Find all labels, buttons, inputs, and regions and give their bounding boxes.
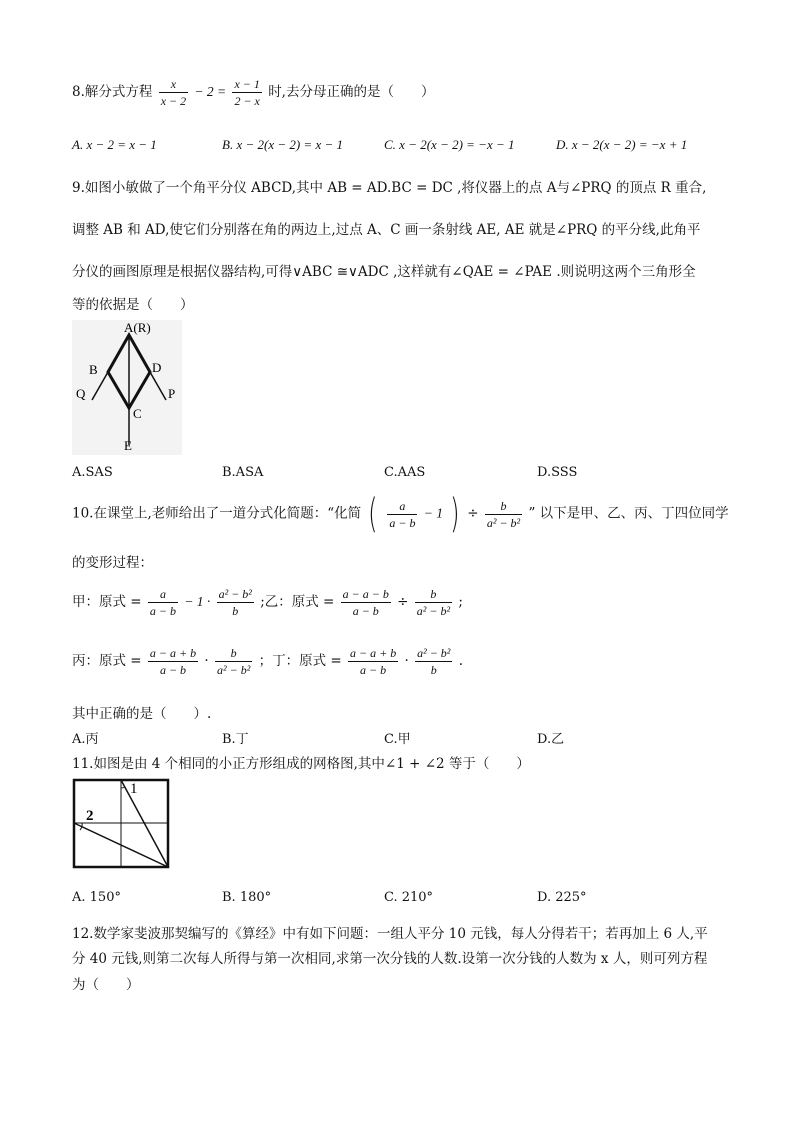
q10-bing-ding-line xyxy=(72,645,463,678)
q10-jia-fraction-2 xyxy=(217,586,254,619)
q10-jia-f1-den: a − b xyxy=(149,604,177,618)
q9-option-c[interactable]: C.AAS xyxy=(384,465,426,480)
q8-frac1-num: x xyxy=(159,76,188,93)
q10-option-a[interactable]: A.丙 xyxy=(72,732,99,747)
q10-sep-1: ;乙：原式 = xyxy=(260,594,335,610)
q10-fraction-1 xyxy=(387,498,417,531)
q11-stem: 11.如图是由 4 个相同的小正方形组成的网格图,其中∠1 + ∠2 等于（ ） xyxy=(72,756,530,772)
q10-left-paren: ( xyxy=(368,491,378,537)
q10-ding-fraction-1 xyxy=(348,645,398,678)
q8-fraction-2 xyxy=(232,76,261,109)
q9-line-2: 调整 AB 和 AD,使它们分别落在角的两边上,过点 A、C 画一条射线 AE, AE 就是∠PRQ 的平分线,此角平 xyxy=(72,222,701,238)
q10-line-2: 的变形过程： xyxy=(72,555,153,571)
q10-fraction-2 xyxy=(485,498,522,531)
q9-line-4: 等的依据是（ ） xyxy=(72,297,194,313)
q10-jia-f1-num: a xyxy=(148,586,178,603)
q10-yi-f2-den: a² − b² xyxy=(416,604,451,618)
q8-frac1-den: x − 2 xyxy=(160,94,187,108)
q8-stem xyxy=(72,76,434,109)
q10-ding-fraction-2 xyxy=(415,645,452,678)
q10-right-paren: ) xyxy=(450,491,460,537)
q10-minus-one: − 1 xyxy=(423,505,444,521)
q10-ding-f1-den: a − b xyxy=(360,663,387,677)
q8-stem-prefix: 8.解分式方程 xyxy=(72,84,153,100)
q10-jia-label: 甲：原式 = xyxy=(72,594,142,610)
q10-bing-fraction-1 xyxy=(148,645,198,678)
q10-f2-num: b xyxy=(485,498,522,515)
q9-option-a[interactable]: A.SAS xyxy=(72,465,113,480)
q10-sep-2: ；丁：原式 = xyxy=(258,653,342,669)
q10-jia-mid: − 1 · xyxy=(184,594,211,609)
q9-label-b: B xyxy=(89,362,98,377)
q10-yi-fraction-2 xyxy=(415,586,452,619)
q10-f1-num: a xyxy=(387,498,417,515)
q9-label-d: D xyxy=(152,360,162,375)
q9-line-1: 9.如图小敏做了一个角平分仪 ABCD,其中 AB = AD.BC = DC ,将仪器上的点 A与∠PRQ 的顶点 R 重合, xyxy=(72,180,707,196)
q10-f2-den: a² − b² xyxy=(486,515,521,530)
q8-frac2-den: 2 − x xyxy=(234,94,260,108)
q9-label-e: E xyxy=(124,438,132,453)
q10-div: ÷ xyxy=(467,505,479,522)
q10-option-d[interactable]: D.乙 xyxy=(537,732,565,747)
q9-option-d[interactable]: D.SSS xyxy=(537,465,578,480)
q8-option-d[interactable]: D. x − 2(x − 2) = −x + 1 xyxy=(556,137,688,152)
q9-line-3: 分仪的画图原理是根据仪器结构,可得∨ABC ≅∨ADC ,这样就有∠QAE = ∠PAE .则说明这两个三角形全 xyxy=(72,264,696,280)
q8-mid: − 2 = xyxy=(194,84,227,99)
q12-line-2: 分 40 元钱,则第二次每人所得与第一次相同,求第一次分钱的人数.设第一次分钱的人数为 x 人，则可列方程 xyxy=(72,951,708,967)
q10-f1-den: a − b xyxy=(389,515,416,530)
q10-bing-f1-num: a − a + b xyxy=(149,646,197,660)
q8-fraction-1 xyxy=(159,76,188,109)
q8-option-b[interactable]: B. x − 2(x − 2) = x − 1 xyxy=(222,137,343,152)
q11-label-1: 1 xyxy=(130,781,138,797)
q8-option-a[interactable]: A. x − 2 = x − 1 xyxy=(72,137,157,152)
q10-yi-f2-num: b xyxy=(415,586,452,603)
q12-line-3: 为（ ） xyxy=(72,977,140,993)
q10-semi: ; xyxy=(458,594,463,610)
q10-bing-label: 丙：原式 = xyxy=(72,653,142,669)
q10-stem-suffix: ” 以下是甲、乙、丙、丁四位同学 xyxy=(528,505,729,522)
q8-option-c[interactable]: C. x − 2(x − 2) = −x − 1 xyxy=(384,137,515,152)
q9-label-p: P xyxy=(168,386,176,401)
q11-option-b[interactable]: B. 180° xyxy=(222,890,272,905)
q10-stem-prefix: 10.在课堂上,老师给出了一道分式化简题：“化简 xyxy=(72,505,362,522)
q11-option-a[interactable]: A. 150° xyxy=(72,890,121,905)
q10-yi-f1-num: a − a − b xyxy=(342,587,389,601)
q10-yi-op: ÷ xyxy=(397,594,409,610)
q10-bing-f1-den: a − b xyxy=(159,663,187,677)
q10-jia-f2-num: a² − b² xyxy=(218,587,252,601)
q10-ding-f2-den: b xyxy=(430,663,437,677)
q10-stem xyxy=(72,491,729,537)
q10-yi-fraction-1 xyxy=(341,586,391,619)
q9-label-q: Q xyxy=(76,386,86,401)
q12-line-1: 12.数学家斐波那契编写的《算经》中有如下问题：一组人平分 10 元钱，每人分得若干；若再加上 6 人,平 xyxy=(72,926,708,942)
q10-jia-yi-line xyxy=(72,586,463,619)
q9-option-b[interactable]: B.ASA xyxy=(222,465,264,480)
q10-ding-f2-num: a² − b² xyxy=(417,646,451,660)
q10-bing-f2-num: b xyxy=(215,645,252,662)
q9-angle-bisector-figure xyxy=(72,320,182,455)
q10-bing-f2-den: a² − b² xyxy=(217,663,251,677)
q11-option-c[interactable]: C. 210° xyxy=(384,890,434,905)
q11-option-d[interactable]: D. 225° xyxy=(537,890,587,905)
q9-label-a: A(R) xyxy=(124,320,151,335)
q10-bing-dot: · xyxy=(204,653,209,669)
q8-frac2-num: x − 1 xyxy=(234,77,260,91)
q10-jia-f2-den: b xyxy=(232,604,239,618)
q9-label-c: C xyxy=(133,406,142,421)
q10-yi-f1-den: a − b xyxy=(352,604,379,618)
q10-option-c[interactable]: C.甲 xyxy=(384,732,411,747)
q11-label-2: 2 xyxy=(86,808,94,824)
q10-which: 其中正确的是（ ）. xyxy=(72,706,212,722)
q11-grid-figure xyxy=(72,778,172,870)
q10-ding-f1-num: a − a + b xyxy=(350,646,397,660)
q10-ding-dot: · xyxy=(404,653,409,669)
q10-option-b[interactable]: B.丁 xyxy=(222,732,249,747)
q10-period: . xyxy=(458,653,463,669)
q10-bing-fraction-2 xyxy=(215,645,252,678)
q8-stem-suffix: 时,去分母正确的是（ ） xyxy=(268,84,435,100)
q10-jia-fraction-1 xyxy=(148,586,178,619)
